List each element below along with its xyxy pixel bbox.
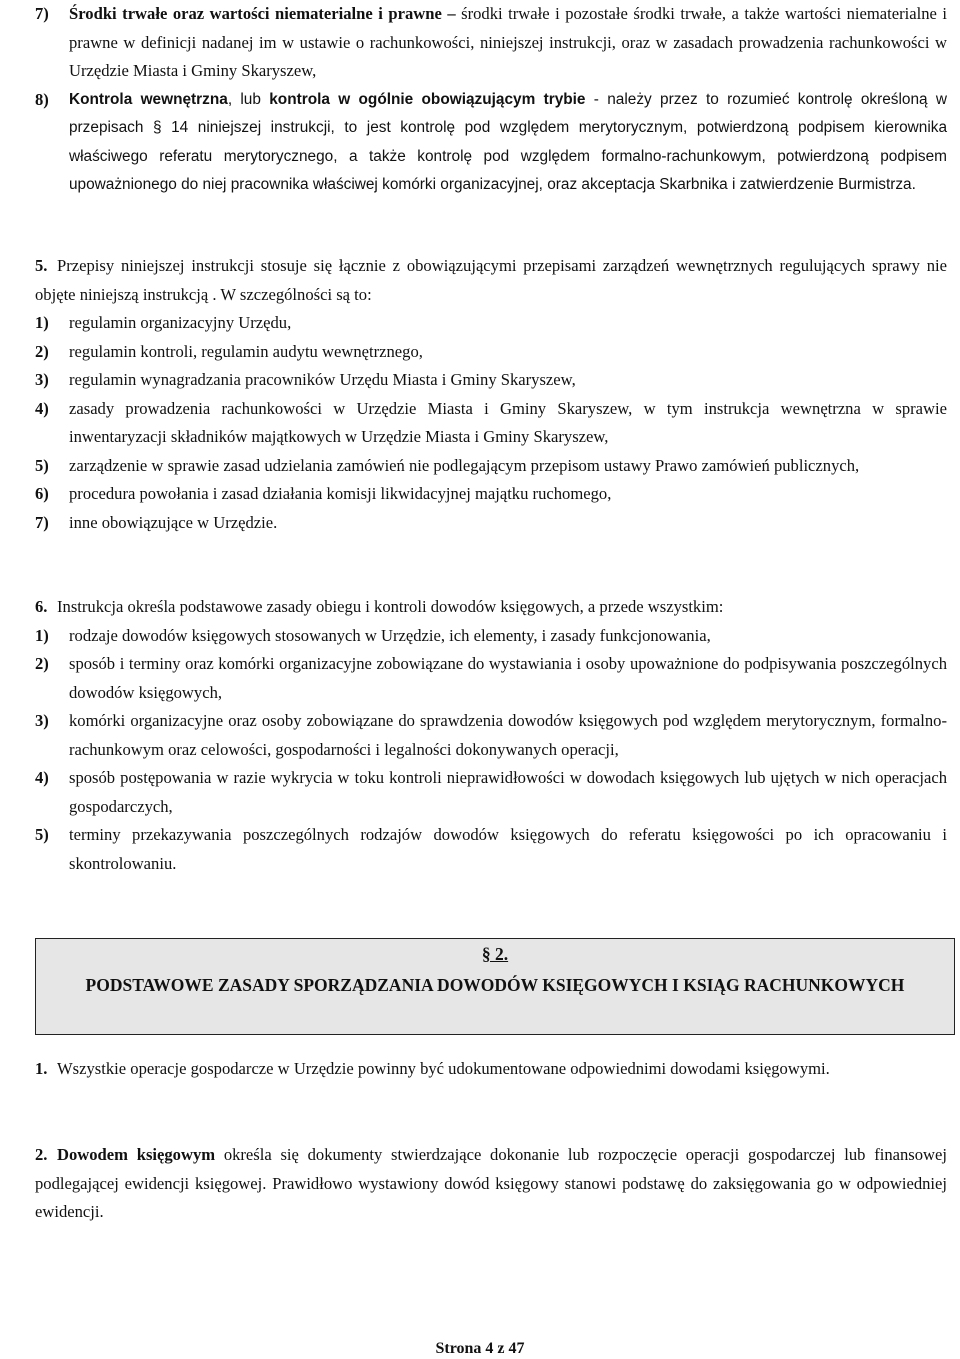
section-paragraph-1 [35, 1055, 947, 1084]
item-bold: Środki trwałe oraz wartości niematerialne i prawne – [69, 4, 462, 23]
list-item: 1) rodzaje dowodów księgowych stosowanych w Urzędzie, ich elementy, i zasady funkcjonowania, [35, 625, 711, 645]
list-item: 5) terminy przekazywania poszczególnych rodzajów dowodów księgowych do referatu księgowości po ich opracowaniu i skontrolowaniu. [35, 825, 947, 873]
paragraph-number: 6. [35, 597, 48, 616]
list-item: 6) procedura powołania i zasad działania komisji likwidacyjnej majątku ruchomego, [35, 484, 612, 503]
item-number: 8) [35, 89, 49, 109]
item-text: , lub [227, 90, 270, 108]
paragraph-6 [35, 593, 947, 878]
item-text: - należy przez to rozumieć kontrolę określoną w przepisach § 14 niniejszej instrukcji, to jest kontrolę pod względem merytorycznym, potwierdzoną podpisem kierownika właściwego referatu merytorycznego, a także kontrolę pod względem formalno-rachunkowym, potwierdzoną podpisem upoważnionego do niej pracownika właściwej komórki organizacyjnej, oraz akceptacja Skarbnika i zatwierdzenie Burmistrza. [69, 90, 948, 193]
paragraph-text: określa się dokumenty stwierdzające dokonanie lub rozpoczęcie operacji gospodarczej lub finansowej podlegającej ewidencji księgowej. Prawidłowo wystawiony dowód księgowy stanowi podstawę do zaksięgowania go w odpowiedniej ewidencji. [35, 1145, 947, 1221]
paragraph-number: 1. [35, 1059, 48, 1078]
section-header [35, 938, 955, 1035]
page-number: Strona 4 z 47 [435, 1340, 525, 1357]
paragraph-text: Przepisy niniejszej instrukcji stosuje się łącznie z obowiązującymi przepisami zarządzeń wewnętrznych regulujących sprawy nie objęte niniejszą instrukcją . W szczególności są to: [35, 256, 947, 304]
list-item: 4) zasady prowadzenia rachunkowości w Urzędzie Miasta i Gminy Skaryszew, w tym instrukcja wewnętrzna w sprawie inwentaryzacji składników majątkowych w Urzędzie Miasta i Gminy Skaryszew, [35, 398, 947, 446]
list-item: 3) regulamin wynagradzania pracowników Urzędu Miasta i Gminy Skaryszew, [35, 370, 576, 389]
paragraph-5 [35, 252, 947, 537]
item-number: 7) [35, 4, 49, 23]
list-item: 2) sposób i terminy oraz komórki organizacyjne zobowiązane do wystawiania i osoby upoważnione do podpisywania poszczególnych dowodów księgowych, [35, 654, 947, 702]
section-number: § 2. [481, 944, 509, 964]
paragraph-bold-lead: Dowodem księgowym [57, 1145, 216, 1164]
paragraph-number: 5. [35, 256, 48, 275]
list-item: 1) regulamin organizacyjny Urzędu, [35, 313, 292, 332]
list-item: 4) sposób postępowania w razie wykrycia w toku kontroli nieprawidłowości w dowodach księgowych lub ujętych w nich operacjach gospodarczych, [35, 768, 947, 816]
section-title: PODSTAWOWE ZASADY SPORZĄDZANIA DOWODÓW KSIĘGOWYCH I KSIĄG RACHUNKOWYCH [85, 975, 905, 995]
list-item: 7) inne obowiązujące w Urzędzie. [35, 512, 278, 532]
paragraph-number: 2. [35, 1145, 48, 1164]
definition-item-8 [35, 86, 947, 200]
list-item: 3) komórki organizacyjne oraz osoby zobowiązane do sprawdzenia dowodów księgowych pod względem merytorycznym, formalno-rachunkowym oraz celowości, gospodarności i legalności dokonywanych operacji, [35, 711, 947, 759]
paragraph-text: Instrukcja określa podstawowe zasady obiegu i kontroli dowodów księgowych, a przede wszystkim: [57, 597, 724, 616]
item-bold: Kontrola wewnętrzna [69, 90, 228, 108]
definition-item-7 [35, 0, 947, 86]
list-item: 5) zarządzenie w sprawie zasad udzielania zamówień nie podlegającym przepisom ustawy Prawo zamówień publicznych, [35, 455, 860, 475]
section-paragraph-2 [35, 1141, 947, 1227]
item-text: środki trwałe i pozostałe środki trwałe, a także wartości niematerialne i prawne w definicji nadanej im w ustawie o rachunkowości, niniejszej instrukcji, oraz w zasadach prowadzenia rachunkowości w Urzędzie Miasta i Gminy Skaryszew, [69, 4, 947, 80]
paragraph-text: Wszystkie operacje gospodarcze w Urzędzie powinny być udokumentowane odpowiednimi dowodami księgowymi. [57, 1059, 830, 1078]
item-bold: kontrola w ogólnie obowiązującym trybie [269, 90, 586, 108]
list-item: 2) regulamin kontroli, regulamin audytu wewnętrznego, [35, 341, 423, 361]
definitions-list [35, 0, 947, 200]
